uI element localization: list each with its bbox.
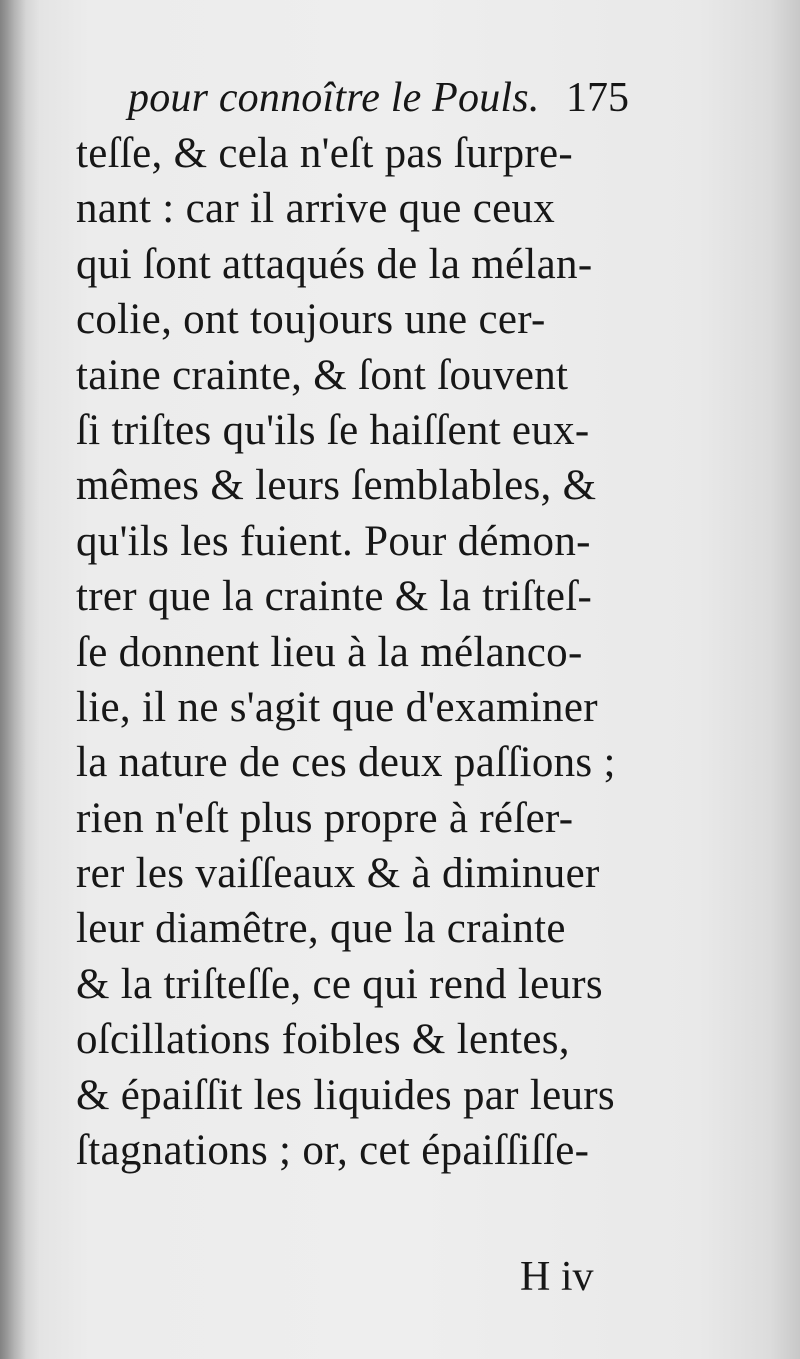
page-header	[128, 66, 648, 130]
catchword-signature: H iv	[520, 1254, 594, 1300]
text-line: colie, ont toujours une cer-	[76, 296, 546, 344]
text-line: lie, il ne s'agit que d'examiner	[76, 683, 598, 731]
text-line: la nature de ces deux paſſions ;	[76, 739, 616, 787]
text-line: qu'ils les fuient. Pour démon-	[76, 517, 591, 565]
text-line: taine crainte, & ſont ſouvent	[76, 351, 569, 399]
text-line: & la triſteſſe, ce qui rend leurs	[76, 960, 603, 1008]
text-line: mêmes & leurs ſemblables, &	[76, 462, 597, 510]
running-title: pour connoître le Pouls.	[128, 75, 540, 121]
text-line: oſcillations foibles & lentes,	[76, 1016, 570, 1064]
text-line: qui ſont attaqués de la mélan-	[76, 240, 593, 288]
text-line: ſi triſtes qu'ils ſe haiſſent eux-	[76, 406, 590, 454]
text-line: ſtagnations ; or, cet épaiſſiſſe-	[76, 1127, 590, 1175]
text-line: teſſe, & cela n'eſt pas ſurpre-	[76, 130, 573, 177]
text-line: rien n'eſt plus propre à réſer-	[76, 794, 574, 842]
text-line: nant : car il arrive que ceux	[76, 185, 556, 233]
text-line: leur diamêtre, que la crainte	[76, 905, 566, 953]
text-line: & épaiſſit les liquides par leurs	[76, 1071, 615, 1119]
page-number: 175	[566, 75, 629, 121]
text-line: rer les vaiſſeaux & à diminuer	[76, 850, 600, 898]
text-line: trer que la crainte & la triſteſ-	[76, 573, 593, 621]
body-text	[76, 126, 688, 1178]
text-line: ſe donnent lieu à la mélanco-	[76, 628, 583, 676]
spine-shadow	[0, 0, 26, 1359]
